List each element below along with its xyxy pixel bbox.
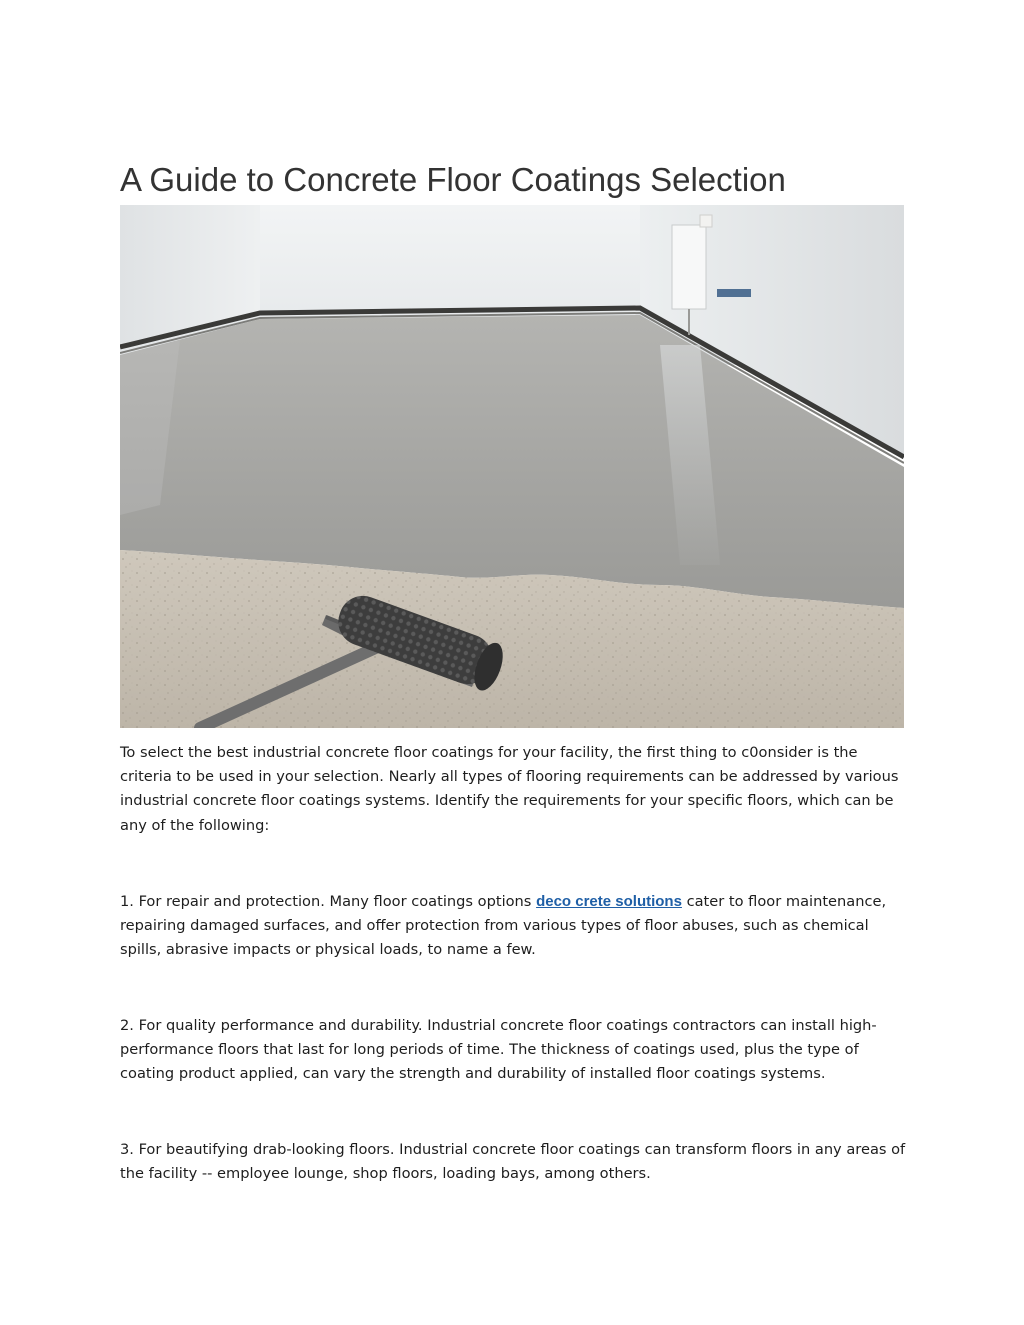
list-item-beautifying-floors: 3. For beautifying drab-looking floors. Industrial concrete floor coatings can transform floors in any areas of the facility -- employee lounge, shop floors, loading bays, among others.	[120, 1141, 906, 1183]
page-title: A Guide to Concrete Floor Coatings Selection	[120, 161, 786, 198]
intro-paragraph: To select the best industrial concrete floor coatings for your facility, the first thing to c0onsider is the criteria to be used in your selection. Nearly all types of flooring requirements can be addressed by various industrial concrete floor coatings systems. Identify the requirements for your specific floors, which can be any of the following:	[120, 744, 899, 834]
list-item-text: cater to floor maintenance, repairing damaged surfaces, and offer protection from various types of floor abuses, such as chemical spills, abrasive impacts or physical loads, to name a few.	[120, 893, 887, 959]
list-item-text: 1. For repair and protection. Many floor coatings options	[120, 893, 537, 910]
floor-coating-illustration	[120, 205, 904, 728]
list-item-performance-durability: 2. For quality performance and durability. Industrial concrete floor coatings contractors can install high-performance floors that last for long periods of time. The thickness of coatings used, plus the type of coating product applied, can vary the strength and durability of installed floor coatings systems.	[120, 1017, 877, 1083]
deco-crete-solutions-link[interactable]: deco crete solutions	[536, 893, 682, 910]
list-item-repair-protection	[120, 890, 910, 963]
floor-coating-photo	[120, 205, 904, 728]
